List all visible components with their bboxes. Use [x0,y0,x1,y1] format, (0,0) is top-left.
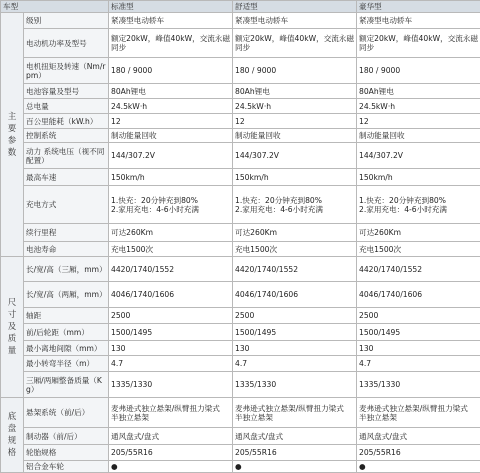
cell-value: 制动能量回收 [233,129,357,143]
cell-value: 144/307.2V [109,143,233,169]
cell-value: 紧凑型电动轿车 [233,13,357,29]
header-model-standard: 标准型 [109,1,233,13]
header-model-luxury: 豪华型 [357,1,480,13]
cell-value: 充电1500次 [233,242,357,257]
cell-value: 150km/h [357,169,480,186]
cell-value: 充电1500次 [357,242,480,257]
table-row [1,324,480,341]
table-row [1,372,480,398]
cell-value: 麦弗逊式独立悬架/纵臂扭力梁式 半独立悬架 [109,398,233,428]
cell-value: 麦弗逊式独立悬架/纵臂扭力梁式 半独立悬架 [357,398,480,428]
cell-value: 205/55R16 [357,445,480,461]
cell-value: 4.7 [109,356,233,372]
cell-value: 144/307.2V [233,143,357,169]
table-row [1,114,480,129]
cell-value: 1500/1495 [233,324,357,341]
cell-value: 可达260Km [233,224,357,242]
table-row [1,428,480,445]
header-corner: 车型 [1,1,109,13]
cell-value: 可达260Km [357,224,480,242]
cell-value: 1335/1330 [357,372,480,398]
cell-value: 4420/1740/1552 [109,257,233,282]
row-label: 制动器（前/后） [24,428,109,445]
cell-value: 150km/h [233,169,357,186]
cell-value: 1335/1330 [233,372,357,398]
row-label: 轮胎规格 [24,445,109,461]
cell-value: 180 / 9000 [233,58,357,84]
cell-value: 通风盘式/盘式 [233,428,357,445]
table-row [1,58,480,84]
row-label: 电池寿命 [24,242,109,257]
cell-value: ● [109,461,233,473]
table-row [1,308,480,324]
cell-value: 额定20kW，峰值40kW，交流永磁同步 [109,29,233,58]
table-row [1,186,480,224]
cell-value: 180 / 9000 [109,58,233,84]
section-title: 尺寸及质量 [7,297,17,357]
cell-value: 80Ah锂电 [357,84,480,99]
table-row [1,224,480,242]
row-label: 续行里程 [24,224,109,242]
cell-value: 充电1500次 [109,242,233,257]
cell-value: 1500/1495 [357,324,480,341]
cell-value: 24.5kW·h [109,99,233,114]
row-label: 充电方式 [24,186,109,224]
row-label: 百公里能耗（kW.h） [24,114,109,129]
section-label-chassis [1,398,24,473]
row-label: 最小离地间隙（mm） [24,341,109,356]
cell-value: 4420/1740/1552 [357,257,480,282]
cell-value: 150km/h [109,169,233,186]
cell-value: 130 [233,341,357,356]
cell-value: 通风盘式/盘式 [357,428,480,445]
cell-value: 制动能量回收 [357,129,480,143]
cell-value: 4046/1740/1606 [233,282,357,308]
cell-value: 205/55R16 [109,445,233,461]
cell-value: 12 [109,114,233,129]
table-row [1,84,480,99]
table-row [1,99,480,114]
cell-value: 1.快充：20分钟充到80% 2.家用充电：4-6小时充满 [109,186,233,224]
row-label: 前/后轮距（mm） [24,324,109,341]
table-row [1,398,480,428]
cell-value: ● [233,461,357,473]
row-label: 长/宽/高（三厢，mm） [24,257,109,282]
cell-value: 205/55R16 [233,445,357,461]
row-label: 最高车速 [24,169,109,186]
cell-value: 24.5kW·h [357,99,480,114]
cell-value: 12 [357,114,480,129]
cell-value: 2500 [357,308,480,324]
row-label: 轴距 [24,308,109,324]
cell-value: 80Ah锂电 [233,84,357,99]
cell-value: 4.7 [357,356,480,372]
table-body [1,13,480,473]
row-label: 最小转弯半径（m） [24,356,109,372]
cell-value: 紧凑型电动轿车 [357,13,480,29]
row-label: 动力 系统电压（视不同配置） [24,143,109,169]
table-row [1,29,480,58]
cell-value: 1335/1330 [109,372,233,398]
table-row [1,461,480,473]
table-row [1,143,480,169]
cell-value: 麦弗逊式独立悬架/纵臂扭力梁式 半独立悬架 [233,398,357,428]
cell-value: 1.快充：20分钟充到80% 2.家用充电：4-6小时充满 [233,186,357,224]
cell-value: 通风盘式/盘式 [109,428,233,445]
section-label-dimensions [1,257,24,398]
table-row [1,282,480,308]
cell-value: 紧凑型电动轿车 [109,13,233,29]
row-label: 电池容量及型号 [24,84,109,99]
table-row [1,257,480,282]
cell-value: 可达260Km [109,224,233,242]
row-label: 控制系统 [24,129,109,143]
cell-value: 2500 [109,308,233,324]
row-label: 长/宽/高（两厢，mm） [24,282,109,308]
cell-value: 额定20kW，峰值40kW，交流永磁同步 [357,29,480,58]
cell-value: 24.5kW·h [233,99,357,114]
table-row [1,242,480,257]
cell-value: 130 [109,341,233,356]
cell-value: 1.快充：20分钟充到80% 2.家用充电：4-6小时充满 [357,186,480,224]
cell-value: 80Ah锂电 [109,84,233,99]
header-model-comfort: 舒适型 [233,1,357,13]
cell-value: 12 [233,114,357,129]
row-label: 总电量 [24,99,109,114]
cell-value: 144/307.2V [357,143,480,169]
cell-value: 4046/1740/1606 [357,282,480,308]
row-label: 级别 [24,13,109,29]
cell-value: 4.7 [233,356,357,372]
cell-value: ● [357,461,480,473]
table-row [1,13,480,29]
section-title: 主要参数 [7,111,17,159]
row-label: 悬架系统（前/后） [24,398,109,428]
section-label-main-params [1,13,24,257]
cell-value: 4420/1740/1552 [233,257,357,282]
cell-value: 130 [357,341,480,356]
section-title: 底盘规格 [7,411,17,459]
cell-value: 2500 [233,308,357,324]
cell-value: 额定20kW，峰值40kW，交流永磁同步 [233,29,357,58]
table-header-row [1,1,480,13]
cell-value: 180 / 9000 [357,58,480,84]
cell-value: 4046/1740/1606 [109,282,233,308]
row-label: 铝合金车轮 [24,461,109,473]
row-label: 电机扭矩及转速（Nm/rpm） [24,58,109,84]
row-label: 电动机功率及型号 [24,29,109,58]
table-row [1,169,480,186]
table-row [1,341,480,356]
table-row [1,129,480,143]
row-label: 三厢/两厢整备质量（Kg） [24,372,109,398]
cell-value: 制动能量回收 [109,129,233,143]
cell-value: 1500/1495 [109,324,233,341]
table-row [1,356,480,372]
